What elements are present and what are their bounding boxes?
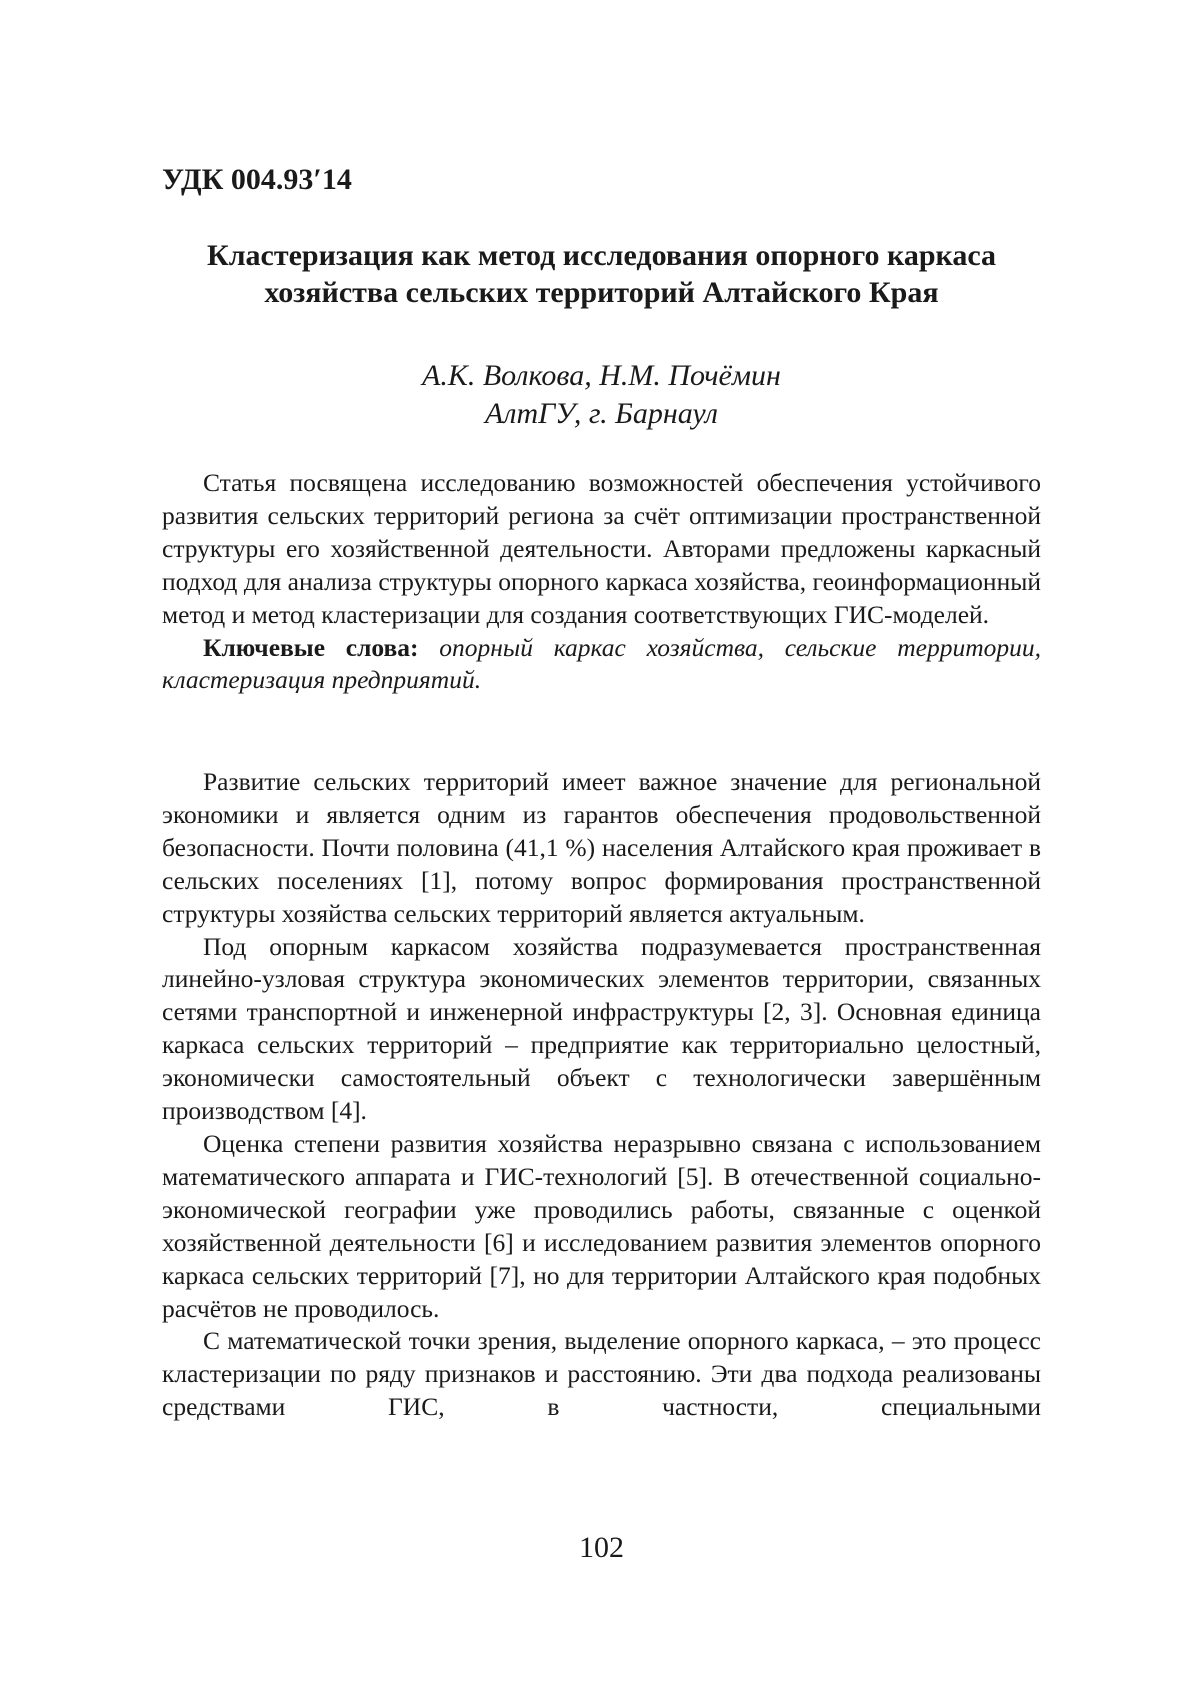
author-affiliation: АлтГУ, г. Барнаул <box>162 395 1041 433</box>
body-paragraph: Под опорным каркасом хозяйства подразумевается пространственная линейно-узловая структура экономических элементов территории, связанных сетями транспортной и инженерной инфраструктуры [2, 3]. Основная единица каркаса сельских территорий – предприятие как территориально целостный, экономически самостоятельный объект с технологически завершённым производством [4]. <box>162 931 1041 1128</box>
page-number: 102 <box>162 1530 1041 1566</box>
keywords-paragraph <box>162 632 1041 698</box>
udk-code: УДК 004.93′14 <box>162 162 352 198</box>
article-title: Кластеризация как метод исследования опорного каркаса хозяйства сельских территорий Алтайского Края <box>162 237 1041 311</box>
abstract-paragraph: Статья посвящена исследованию возможностей обеспечения устойчивого развития сельских территорий региона за счёт оптимизации пространственной структуры его хозяйственной деятельности. Авторами предложены каркасный подход для анализа структуры опорного каркаса хозяйства, геоинформационный метод и метод кластеризации для создания соответствующих ГИС-моделей. <box>162 467 1041 632</box>
abstract-section <box>162 467 1041 697</box>
keywords-text: опорный каркас хозяйства, сельские территории, кластеризация предприятий. <box>162 633 1041 695</box>
main-text <box>162 766 1041 1424</box>
body-paragraph: Развитие сельских территорий имеет важное значение для региональной экономики и является одним из гарантов обеспечения продовольственной безопасности. Почти половина (41,1 %) населения Алтайского края проживает в сельских поселениях [1], потому вопрос формирования пространственной структуры хозяйства сельских территорий является актуальным. <box>162 766 1041 931</box>
article-authors: А.К. Волкова, Н.М. Почёмин <box>162 357 1041 395</box>
keywords-label: Ключевые слова: <box>203 633 419 662</box>
body-paragraph: С математической точки зрения, выделение опорного каркаса, – это процесс кластеризации по ряду признаков и расстоянию. Эти два подхода реализованы средствами ГИС, в частности, специальными <box>162 1325 1041 1424</box>
body-paragraph: Оценка степени развития хозяйства неразрывно связана с использованием математического аппарата и ГИС-технологий [5]. В отечественной социально-экономической географии уже проводились работы, связанные с оценкой хозяйственной деятельности [6] и исследованием развития элементов опорного каркаса сельских территорий [7], но для территории Алтайского края подобных расчётов не проводилось. <box>162 1128 1041 1325</box>
